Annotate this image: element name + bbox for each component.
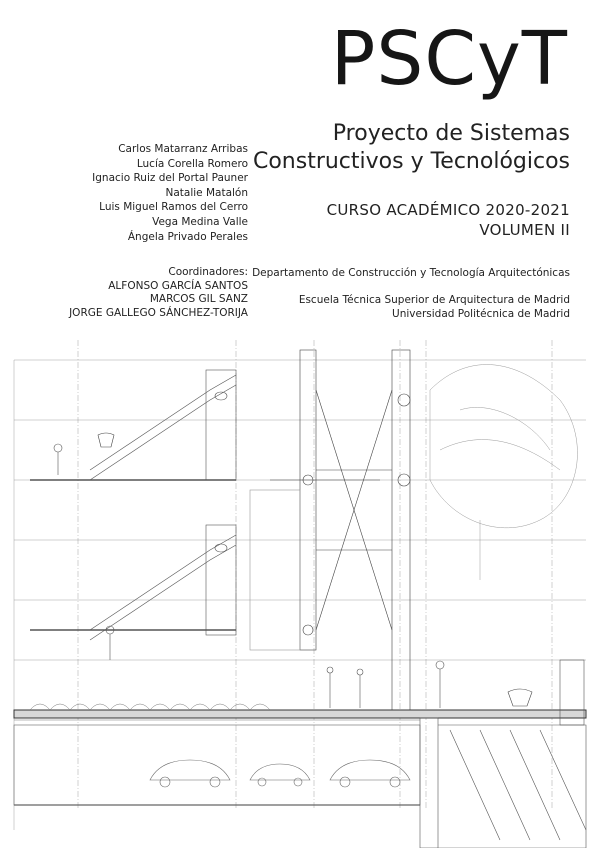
university-name: Universidad Politécnica de Madrid bbox=[392, 308, 570, 320]
school-name: Escuela Técnica Superior de Arquitectura de Madrid bbox=[298, 294, 570, 306]
author-name: Luis Miguel Ramos del Cerro bbox=[99, 201, 248, 214]
coordinators-block bbox=[69, 266, 248, 320]
architectural-section-drawing bbox=[0, 330, 600, 848]
title-line: Constructivos y Tecnológicos bbox=[252, 149, 570, 174]
coordinators-label: Coordinadores: bbox=[168, 266, 248, 278]
coordinator-name: JORGE GALLEGO SÁNCHEZ-TORIJA bbox=[69, 306, 248, 319]
author-name: Ignacio Ruiz del Portal Pauner bbox=[92, 172, 248, 185]
coordinator-name: MARCOS GIL SANZ bbox=[149, 293, 248, 306]
volume-label: VOLUMEN II bbox=[479, 221, 570, 239]
author-name: Ángela Privado Perales bbox=[127, 230, 248, 243]
logo-pscyt: PSCyT bbox=[330, 16, 568, 102]
author-name: Vega Medina Valle bbox=[152, 215, 248, 228]
title-line: Proyecto de Sistemas bbox=[332, 121, 570, 146]
school-block bbox=[299, 293, 570, 321]
coordinator-name: ALFONSO GARCÍA SANTOS bbox=[108, 279, 248, 292]
book-title bbox=[253, 120, 570, 176]
authors-list bbox=[92, 142, 248, 244]
department: Departamento de Construcción y Tecnología Arquitectónicas bbox=[252, 267, 570, 279]
author-name: Lucía Corella Romero bbox=[136, 157, 248, 170]
author-name: Carlos Matarranz Arribas bbox=[118, 143, 248, 155]
author-name: Natalie Matalón bbox=[165, 186, 248, 199]
course-year: CURSO ACADÉMICO 2020-2021 bbox=[326, 201, 570, 219]
course-info bbox=[327, 200, 570, 240]
